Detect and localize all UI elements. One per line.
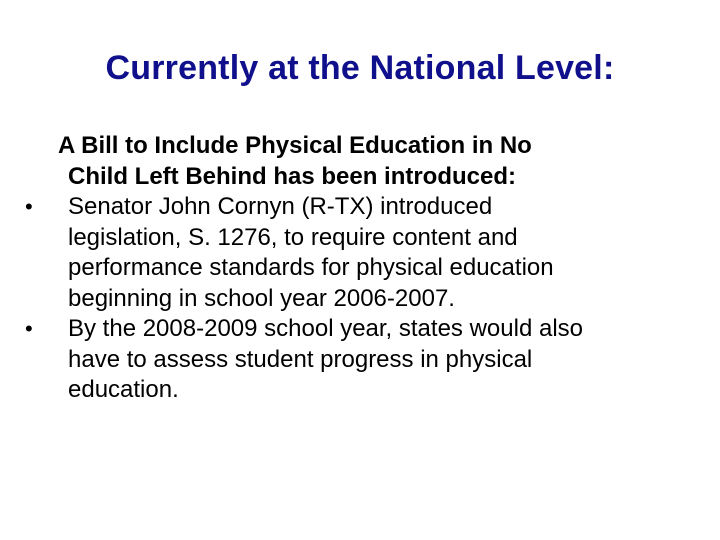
bullet-line: beginning in school year 2006-2007. <box>68 284 455 312</box>
list-item <box>22 314 702 406</box>
bullet-line: legislation, S. 1276, to require content and <box>68 223 518 251</box>
slide-body <box>22 131 702 406</box>
bullet-icon: • <box>25 194 33 219</box>
bullet-list <box>22 192 702 406</box>
intro-line: A Bill to Include Physical Education in No <box>58 132 532 159</box>
bullet-line: have to assess student progress in physical <box>68 345 533 373</box>
list-item <box>22 192 702 314</box>
bullet-line: education. <box>68 376 179 403</box>
bullet-line: Senator John Cornyn (R-TX) introduced <box>68 193 493 220</box>
intro-paragraph <box>22 131 702 192</box>
bullet-icon: • <box>25 316 33 341</box>
bullet-line: performance standards for physical education <box>68 254 554 281</box>
slide-title: Currently at the National Level: <box>105 49 615 87</box>
bullet-line: By the 2008-2009 school year, states would also <box>68 315 583 342</box>
intro-line: Child Left Behind has been introduced: <box>68 162 517 190</box>
